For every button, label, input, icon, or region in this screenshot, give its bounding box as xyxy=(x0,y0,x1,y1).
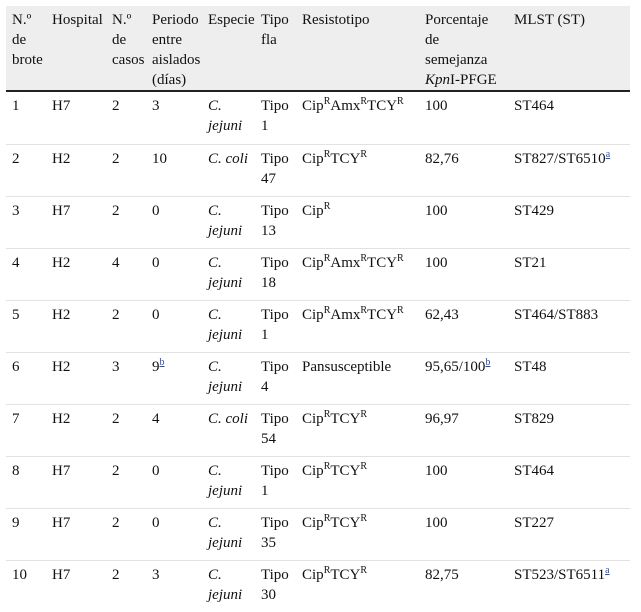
header-semejanza xyxy=(419,6,508,91)
table-row xyxy=(6,91,630,145)
mlst-value: ST523/ST6511 xyxy=(514,567,605,583)
brote-value: 2 xyxy=(12,151,20,167)
resist-drug: Amx xyxy=(330,255,360,271)
species-value: jejuni xyxy=(208,587,242,603)
table-row xyxy=(6,301,630,353)
mlst-value: ST227 xyxy=(514,515,554,531)
species-value: jejuni xyxy=(208,535,242,551)
cell-casos xyxy=(106,249,146,301)
fla-value: Tipo 30 xyxy=(261,567,289,603)
resist-marker: R xyxy=(397,305,404,316)
cell-mlst xyxy=(508,457,630,509)
resist-marker: R xyxy=(324,513,331,524)
periodo-value: 0 xyxy=(152,515,160,531)
resist-drug: Cip xyxy=(302,203,324,219)
semejanza-value: 95,65/100 xyxy=(425,359,485,375)
semejanza-value: 82,75 xyxy=(425,567,459,583)
brote-value: 5 xyxy=(12,307,20,323)
genus-value: C. xyxy=(208,255,222,271)
resist-marker: R xyxy=(397,253,404,264)
resist-marker: R xyxy=(397,96,404,107)
mlst-value: ST464 xyxy=(514,98,554,114)
mlst-value: ST21 xyxy=(514,255,547,271)
semejanza-value: 100 xyxy=(425,463,448,479)
table-row xyxy=(6,145,630,197)
cell-periodo xyxy=(146,405,202,457)
mlst-value: ST48 xyxy=(514,359,547,375)
genus-value: C. xyxy=(208,515,222,531)
species-value: jejuni xyxy=(208,118,242,134)
brote-value: 9 xyxy=(12,515,20,531)
resist-drug: Pansusceptible xyxy=(302,359,391,375)
fla-value: Tipo 35 xyxy=(261,515,289,551)
mlst-value: ST464/ST883 xyxy=(514,307,598,323)
cell-hospital xyxy=(46,145,106,197)
semejanza-value: 100 xyxy=(425,203,448,219)
brote-value: 6 xyxy=(12,359,20,375)
cell-hospital xyxy=(46,301,106,353)
periodo-value: 3 xyxy=(152,98,160,114)
footnote-link[interactable]: a xyxy=(606,149,610,160)
cell-resistotipo xyxy=(296,249,419,301)
mlst-value: ST429 xyxy=(514,203,554,219)
cell-brote xyxy=(6,509,46,561)
hospital-value: H2 xyxy=(52,151,70,167)
casos-value: 2 xyxy=(112,567,120,583)
casos-value: 3 xyxy=(112,359,120,375)
cell-resistotipo xyxy=(296,561,419,612)
cell-semejanza xyxy=(419,91,508,145)
casos-value: 4 xyxy=(112,255,120,271)
fla-value: Tipo 18 xyxy=(261,255,289,291)
brote-value: 4 xyxy=(12,255,20,271)
semejanza-value: 82,76 xyxy=(425,151,459,167)
header-casos: N.º de casos xyxy=(106,6,146,91)
cell-mlst xyxy=(508,353,630,405)
resist-marker: R xyxy=(324,305,331,316)
casos-value: 2 xyxy=(112,411,120,427)
hospital-value: H7 xyxy=(52,463,70,479)
mlst-value: ST829 xyxy=(514,411,554,427)
resist-marker: R xyxy=(324,409,331,420)
brote-value: 3 xyxy=(12,203,20,219)
footnote-link[interactable]: b xyxy=(160,357,165,368)
fla-value: Tipo 4 xyxy=(261,359,289,395)
cell-hospital xyxy=(46,249,106,301)
cell-resistotipo xyxy=(296,353,419,405)
species-value: jejuni xyxy=(208,483,242,499)
cell-hospital xyxy=(46,91,106,145)
footnote-link[interactable]: a xyxy=(605,565,609,576)
fla-value: Tipo 1 xyxy=(261,98,289,134)
periodo-value: 0 xyxy=(152,203,160,219)
cell-brote xyxy=(6,301,46,353)
resist-drug: Cip xyxy=(302,567,324,583)
semejanza-value: 100 xyxy=(425,515,448,531)
resist-marker: R xyxy=(360,513,367,524)
hospital-value: H2 xyxy=(52,359,70,375)
cell-fla xyxy=(255,145,296,197)
cell-casos xyxy=(106,561,146,612)
header-fla: Tipo fla xyxy=(255,6,296,91)
resist-marker: R xyxy=(360,409,367,420)
cell-especie xyxy=(202,561,255,612)
cell-casos xyxy=(106,509,146,561)
resist-marker: R xyxy=(360,149,367,160)
cell-fla xyxy=(255,405,296,457)
cell-brote xyxy=(6,457,46,509)
resist-marker: R xyxy=(360,305,367,316)
cell-mlst xyxy=(508,249,630,301)
cell-especie xyxy=(202,249,255,301)
cell-fla xyxy=(255,509,296,561)
cell-fla xyxy=(255,91,296,145)
cell-casos xyxy=(106,405,146,457)
species-value: coli xyxy=(226,151,249,167)
header-semejanza-method: I-PFGE xyxy=(450,72,497,88)
genus-value: C. xyxy=(208,463,222,479)
resist-drug: TCY xyxy=(367,255,397,271)
table-row xyxy=(6,457,630,509)
cell-resistotipo xyxy=(296,405,419,457)
cell-casos xyxy=(106,353,146,405)
cell-semejanza xyxy=(419,457,508,509)
hospital-value: H7 xyxy=(52,203,70,219)
table-row xyxy=(6,561,630,612)
cell-semejanza xyxy=(419,405,508,457)
resist-drug: TCY xyxy=(330,151,360,167)
header-mlst: MLST (ST) xyxy=(508,6,630,91)
cell-mlst xyxy=(508,561,630,612)
casos-value: 2 xyxy=(112,515,120,531)
cell-fla xyxy=(255,457,296,509)
resist-drug: Cip xyxy=(302,98,324,114)
cell-hospital xyxy=(46,457,106,509)
casos-value: 2 xyxy=(112,98,120,114)
cell-resistotipo xyxy=(296,301,419,353)
cell-casos xyxy=(106,197,146,249)
resist-drug: Cip xyxy=(302,515,324,531)
resist-marker: R xyxy=(360,565,367,576)
casos-value: 2 xyxy=(112,307,120,323)
fla-value: Tipo 47 xyxy=(261,151,289,187)
genus-value: C. xyxy=(208,203,222,219)
periodo-value: 9 xyxy=(152,359,160,375)
species-value: jejuni xyxy=(208,379,242,395)
hospital-value: H7 xyxy=(52,98,70,114)
mlst-value: ST464 xyxy=(514,463,554,479)
resist-marker: R xyxy=(360,461,367,472)
cell-resistotipo xyxy=(296,145,419,197)
cell-especie xyxy=(202,509,255,561)
periodo-value: 4 xyxy=(152,411,160,427)
resist-drug: Cip xyxy=(302,307,324,323)
brote-value: 1 xyxy=(12,98,20,114)
cell-resistotipo xyxy=(296,197,419,249)
cell-mlst xyxy=(508,405,630,457)
species-value: jejuni xyxy=(208,327,242,343)
fla-value: Tipo 13 xyxy=(261,203,289,239)
semejanza-value: 96,97 xyxy=(425,411,459,427)
hospital-value: H7 xyxy=(52,567,70,583)
genus-value: C. xyxy=(208,98,222,114)
species-value: jejuni xyxy=(208,275,242,291)
cell-periodo xyxy=(146,509,202,561)
resist-drug: Amx xyxy=(330,307,360,323)
cell-fla xyxy=(255,249,296,301)
resist-marker: R xyxy=(324,253,331,264)
hospital-value: H2 xyxy=(52,307,70,323)
resist-marker: R xyxy=(324,461,331,472)
cell-brote xyxy=(6,249,46,301)
cell-periodo xyxy=(146,91,202,145)
cell-brote xyxy=(6,561,46,612)
resist-drug: TCY xyxy=(330,463,360,479)
resist-marker: R xyxy=(360,253,367,264)
cell-fla xyxy=(255,561,296,612)
resist-marker: R xyxy=(324,565,331,576)
header-resistotipo: Resistotipo xyxy=(296,6,419,91)
resist-drug: TCY xyxy=(367,307,397,323)
cell-brote xyxy=(6,91,46,145)
cell-fla xyxy=(255,353,296,405)
cell-casos xyxy=(106,301,146,353)
header-semejanza-enzyme: Kpn xyxy=(425,72,450,88)
cell-semejanza xyxy=(419,197,508,249)
periodo-value: 0 xyxy=(152,463,160,479)
periodo-value: 10 xyxy=(152,151,167,167)
periodo-value: 3 xyxy=(152,567,160,583)
cell-fla xyxy=(255,197,296,249)
resist-drug: TCY xyxy=(367,98,397,114)
cell-especie xyxy=(202,91,255,145)
cell-hospital xyxy=(46,197,106,249)
cell-periodo xyxy=(146,353,202,405)
cell-resistotipo xyxy=(296,509,419,561)
cell-hospital xyxy=(46,353,106,405)
brote-value: 8 xyxy=(12,463,20,479)
table-row xyxy=(6,197,630,249)
casos-value: 2 xyxy=(112,203,120,219)
resist-drug: TCY xyxy=(330,411,360,427)
header-especie: Especie xyxy=(202,6,255,91)
footnote-link[interactable]: b xyxy=(485,357,490,368)
cell-periodo xyxy=(146,457,202,509)
table-row xyxy=(6,249,630,301)
semejanza-value: 100 xyxy=(425,98,448,114)
cell-especie xyxy=(202,457,255,509)
cell-periodo xyxy=(146,145,202,197)
cell-periodo xyxy=(146,197,202,249)
cell-brote xyxy=(6,197,46,249)
cell-casos xyxy=(106,145,146,197)
periodo-value: 0 xyxy=(152,255,160,271)
outbreak-table xyxy=(6,6,630,612)
species-value: coli xyxy=(226,411,249,427)
cell-periodo xyxy=(146,249,202,301)
cell-casos xyxy=(106,91,146,145)
cell-casos xyxy=(106,457,146,509)
fla-value: Tipo 54 xyxy=(261,411,289,447)
cell-semejanza xyxy=(419,301,508,353)
cell-resistotipo xyxy=(296,91,419,145)
mlst-value: ST827/ST6510 xyxy=(514,151,606,167)
cell-semejanza xyxy=(419,561,508,612)
species-value: jejuni xyxy=(208,223,242,239)
genus-value: C. xyxy=(208,307,222,323)
cell-resistotipo xyxy=(296,457,419,509)
cell-mlst xyxy=(508,509,630,561)
resist-drug: TCY xyxy=(330,515,360,531)
cell-mlst xyxy=(508,197,630,249)
hospital-value: H2 xyxy=(52,255,70,271)
header-hospital: Hospital xyxy=(46,6,106,91)
genus-value: C. xyxy=(208,359,222,375)
hospital-value: H7 xyxy=(52,515,70,531)
resist-marker: R xyxy=(324,149,331,160)
genus-value: C. xyxy=(208,151,222,167)
semejanza-value: 62,43 xyxy=(425,307,459,323)
brote-value: 10 xyxy=(12,567,27,583)
cell-periodo xyxy=(146,561,202,612)
resist-drug: Cip xyxy=(302,255,324,271)
periodo-value: 0 xyxy=(152,307,160,323)
cell-mlst xyxy=(508,301,630,353)
cell-periodo xyxy=(146,301,202,353)
resist-drug: Cip xyxy=(302,411,324,427)
header-periodo: Periodo entre aislados (días) xyxy=(146,6,202,91)
cell-mlst xyxy=(508,145,630,197)
cell-fla xyxy=(255,301,296,353)
hospital-value: H2 xyxy=(52,411,70,427)
resist-drug: Cip xyxy=(302,463,324,479)
header-semejanza-text: Porcentaje de semejanza xyxy=(425,12,488,68)
cell-brote xyxy=(6,405,46,457)
cell-especie xyxy=(202,197,255,249)
fla-value: Tipo 1 xyxy=(261,463,289,499)
table-row xyxy=(6,405,630,457)
resist-drug: TCY xyxy=(330,567,360,583)
resist-marker: R xyxy=(324,201,331,212)
cell-hospital xyxy=(46,561,106,612)
table-row xyxy=(6,353,630,405)
cell-semejanza xyxy=(419,353,508,405)
resist-drug: Cip xyxy=(302,151,324,167)
header-brote: N.º de brote xyxy=(6,6,46,91)
cell-especie xyxy=(202,353,255,405)
cell-hospital xyxy=(46,509,106,561)
fla-value: Tipo 1 xyxy=(261,307,289,343)
cell-hospital xyxy=(46,405,106,457)
casos-value: 2 xyxy=(112,463,120,479)
semejanza-value: 100 xyxy=(425,255,448,271)
cell-brote xyxy=(6,353,46,405)
cell-brote xyxy=(6,145,46,197)
table-body xyxy=(6,91,630,612)
resist-drug: Amx xyxy=(330,98,360,114)
header-row xyxy=(6,6,630,91)
genus-value: C. xyxy=(208,567,222,583)
cell-semejanza xyxy=(419,145,508,197)
brote-value: 7 xyxy=(12,411,20,427)
resist-marker: R xyxy=(360,96,367,107)
table-row xyxy=(6,509,630,561)
genus-value: C. xyxy=(208,411,222,427)
cell-especie xyxy=(202,145,255,197)
casos-value: 2 xyxy=(112,151,120,167)
cell-especie xyxy=(202,405,255,457)
cell-mlst xyxy=(508,91,630,145)
cell-especie xyxy=(202,301,255,353)
resist-marker: R xyxy=(324,96,331,107)
cell-semejanza xyxy=(419,249,508,301)
cell-semejanza xyxy=(419,509,508,561)
